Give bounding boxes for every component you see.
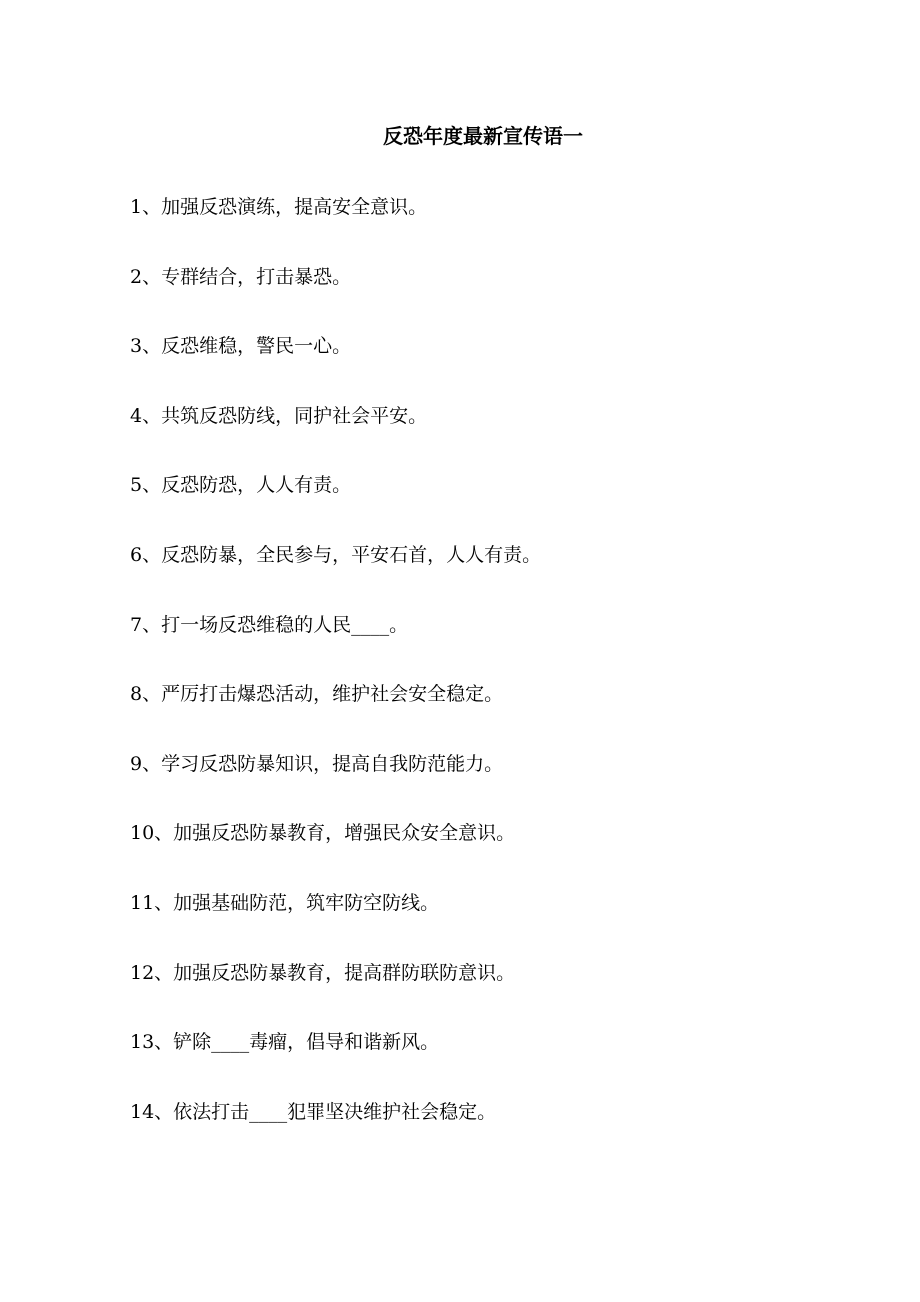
slogan-item-14: 14、依法打击____犯罪坚决维护社会稳定。	[130, 1100, 497, 1123]
slogan-item-6: 6、反恐防暴，全民参与，平安石首，人人有责。	[130, 543, 542, 566]
slogan-item-3: 3、反恐维稳，警民一心。	[130, 335, 352, 358]
slogan-list	[130, 188, 541, 1162]
slogan-item-5: 5、反恐防恐，人人有责。	[130, 474, 352, 497]
slogan-item-2: 2、专群结合，打击暴恐。	[130, 265, 352, 288]
slogan-item-11: 11、加强基础防范，筑牢防空防线。	[130, 891, 440, 914]
document-title: 反恐年度最新宣传语一	[383, 124, 583, 148]
slogan-item-8: 8、严厉打击爆恐活动，维护社会安全稳定。	[130, 683, 504, 706]
slogan-item-9: 9、学习反恐防暴知识，提高自我防范能力。	[130, 752, 504, 775]
slogan-item-13: 13、铲除____毒瘤，倡导和谐新风。	[130, 1031, 440, 1054]
slogan-item-10: 10、加强反恐防暴教育，增强民众安全意识。	[130, 822, 516, 845]
slogan-item-7: 7、打一场反恐维稳的人民____。	[130, 613, 409, 636]
slogan-item-4: 4、共筑反恐防线，同护社会平安。	[130, 404, 428, 427]
slogan-item-12: 12、加强反恐防暴教育，提高群防联防意识。	[130, 961, 516, 984]
slogan-item-1: 1、加强反恐演练，提高安全意识。	[130, 196, 428, 218]
